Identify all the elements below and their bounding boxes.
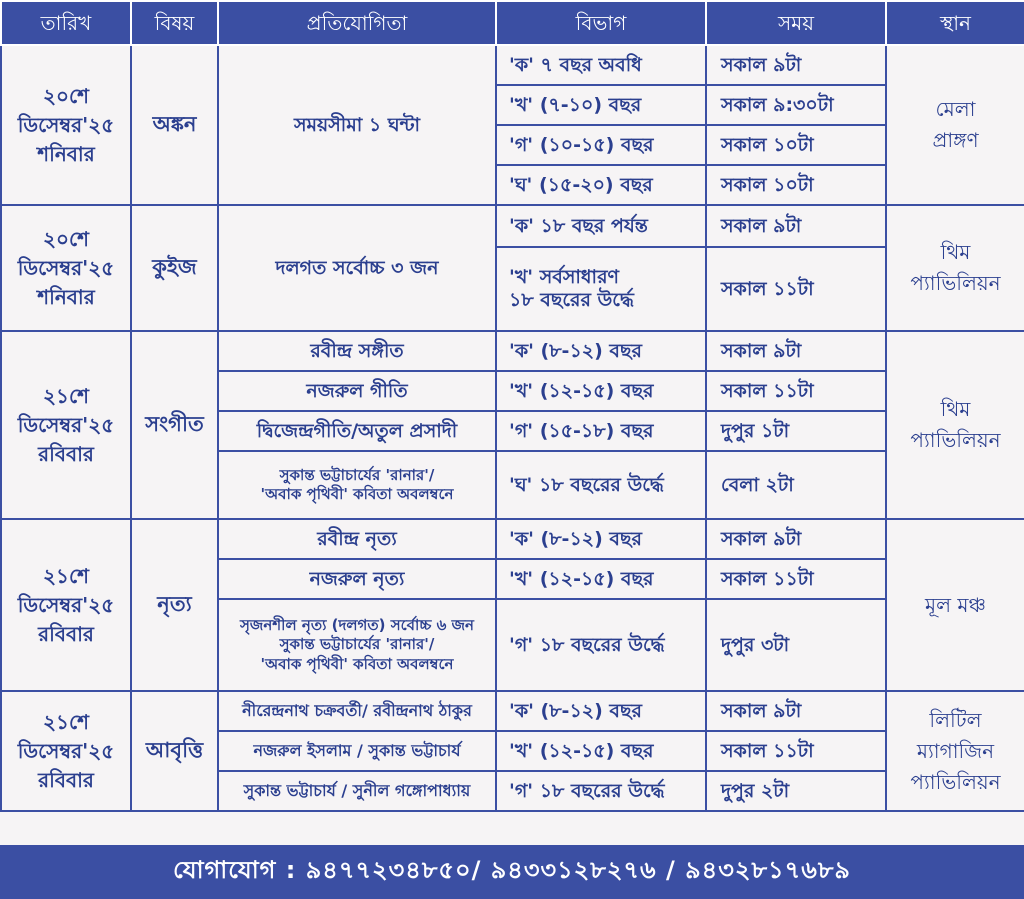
header-competition: প্রতিযোগিতা <box>218 1 496 45</box>
venue-line: মূল মঞ্চ <box>925 592 986 617</box>
competition-cell: দ্বিজেন্দ্রগীতি/অতুল প্রসাদী <box>218 411 496 451</box>
venue-line: থিম <box>940 240 971 264</box>
venue-line: প্যাভিলিয়ন <box>910 769 1001 794</box>
date-cell <box>1 45 131 205</box>
competition-cell: সুকান্ত ভট্টাচার্য / সুনীল গঙ্গোপাধ্যায় <box>218 771 496 811</box>
date-weekday: শনিবার <box>37 284 95 309</box>
header-row <box>1 1 1024 45</box>
contact-footer: যোগাযোগ : ৯৪৭৭২৩৪৮৫০/ ৯৪৩৩১২৮২৭৬ / ৯৪৩২৮১৭৬৮৯ <box>0 845 1024 899</box>
competition-line: সুকান্ত ভট্টাচার্যের 'রানার'/ <box>279 635 435 654</box>
venue-cell <box>886 205 1024 331</box>
header-venue: স্থান <box>886 1 1024 45</box>
division-cell: 'গ' ১৮ বছরের উর্দ্ধে <box>496 771 706 811</box>
date-weekday: রবিবার <box>38 621 94 646</box>
venue-line: প্যাভিলিয়ন <box>910 271 1001 295</box>
competition-cell: রবীন্দ্র সঙ্গীত <box>218 331 496 371</box>
competition-cell: নজরুল গীতি <box>218 371 496 411</box>
competition-cell: নীরেন্দ্রনাথ চক্রবর্তী/ রবীন্দ্রনাথ ঠাকুর <box>218 691 496 731</box>
division-cell: 'খ' (১২-১৫) বছর <box>496 731 706 771</box>
date-day: ২০শে <box>43 83 89 108</box>
competition-cell: রবীন্দ্র নৃত্য <box>218 519 496 559</box>
venue-line: থিম <box>940 397 971 421</box>
venue-line: প্যাভিলিয়ন <box>910 428 1001 452</box>
division-cell: 'ক' ১৮ বছর পর্যন্ত <box>496 205 706 247</box>
competition-cell: সময়সীমা ১ ঘন্টা <box>218 45 496 205</box>
venue-line: ম্যাগাজিন <box>916 738 995 763</box>
division-cell: 'ক' (৮-১২) বছর <box>496 331 706 371</box>
venue-cell <box>886 45 1024 205</box>
time-cell: সকাল ১১টা <box>706 371 886 411</box>
table-row <box>1 519 1024 559</box>
competition-line: 'অবাক পৃথিবী' কবিতা অবলম্বনে <box>260 485 454 503</box>
date-weekday: রবিবার <box>38 441 94 466</box>
table-row <box>1 691 1024 731</box>
venue-line: প্রাঙ্গণ <box>932 128 979 152</box>
table-row <box>1 45 1024 85</box>
header-time: সময় <box>706 1 886 45</box>
time-cell: দুপুর ১টা <box>706 411 886 451</box>
time-cell: বেলা ২টা <box>706 451 886 519</box>
date-day: ২১শে <box>43 383 89 408</box>
time-cell: সকাল ৯টা <box>706 691 886 731</box>
division-cell: 'গ' (১৫-১৮) বছর <box>496 411 706 451</box>
date-month: ডিসেম্বর'২৫ <box>17 255 115 280</box>
table-row <box>1 331 1024 371</box>
subject-cell: সংগীত <box>131 331 218 519</box>
division-cell: 'খ' (১২-১৫) বছর <box>496 371 706 411</box>
division-cell: 'ক' ৭ বছর অবধি <box>496 45 706 85</box>
division-cell: 'ঘ' ১৮ বছরের উর্দ্ধে <box>496 451 706 519</box>
time-cell: সকাল ৯টা <box>706 519 886 559</box>
competition-line: সুকান্ত ভট্টাচার্যের 'রানার'/ <box>279 465 435 484</box>
date-day: ২০শে <box>43 226 89 251</box>
date-day: ২১শে <box>43 563 89 588</box>
date-month: ডিসেম্বর'২৫ <box>17 112 115 137</box>
header-subject: বিষয় <box>131 1 218 45</box>
division-cell: 'খ' (১২-১৫) বছর <box>496 559 706 599</box>
time-cell: সকাল ১১টা <box>706 731 886 771</box>
date-cell <box>1 519 131 691</box>
time-cell: সকাল ৯টা <box>706 205 886 247</box>
division-line: 'খ' সর্বসাধারণ <box>509 266 620 289</box>
time-cell: সকাল ৯টা <box>706 45 886 85</box>
subject-cell: অঙ্কন <box>131 45 218 205</box>
subject-cell: নৃত্য <box>131 519 218 691</box>
venue-line: মেলা <box>935 97 976 121</box>
subject-cell: আবৃত্তি <box>131 691 218 811</box>
division-cell: 'ঘ' (১৫-২০) বছর <box>496 165 706 205</box>
date-cell <box>1 691 131 811</box>
venue-cell <box>886 691 1024 811</box>
competition-line: সৃজনশীল নৃত্য (দলগত) সর্বোচ্চ ৬ জন <box>240 615 474 634</box>
date-cell <box>1 331 131 519</box>
division-cell: 'গ' ১৮ বছরের উর্দ্ধে <box>496 599 706 691</box>
competition-cell: নজরুল নৃত্য <box>218 559 496 599</box>
division-cell <box>496 247 706 331</box>
date-day: ২১শে <box>43 709 89 734</box>
date-weekday: শনিবার <box>37 141 95 166</box>
header-division: বিভাগ <box>496 1 706 45</box>
date-month: ডিসেম্বর'২৫ <box>17 412 115 437</box>
division-line: ১৮ বছরের উর্দ্ধে <box>509 289 634 311</box>
time-cell: সকাল ৯:৩০টা <box>706 85 886 125</box>
time-cell: সকাল ১১টা <box>706 247 886 331</box>
competition-cell: দলগত সর্বোচ্চ ৩ জন <box>218 205 496 331</box>
table-row <box>1 205 1024 247</box>
time-cell: সকাল ১০টা <box>706 165 886 205</box>
time-cell: সকাল ৯টা <box>706 331 886 371</box>
subject-cell: কুইজ <box>131 205 218 331</box>
competition-line: 'অবাক পৃথিবী' কবিতা অবলম্বনে <box>260 654 454 673</box>
division-cell: 'খ' (৭-১০) বছর <box>496 85 706 125</box>
date-cell <box>1 205 131 331</box>
time-cell: দুপুর ৩টা <box>706 599 886 691</box>
date-month: ডিসেম্বর'২৫ <box>17 592 115 617</box>
time-cell: দুপুর ২টা <box>706 771 886 811</box>
venue-cell <box>886 331 1024 519</box>
date-month: ডিসেম্বর'২৫ <box>17 738 115 763</box>
competition-cell <box>218 599 496 691</box>
division-cell: 'ক' (৮-১২) বছর <box>496 691 706 731</box>
venue-cell <box>886 519 1024 691</box>
competition-cell: নজরুল ইসলাম / সুকান্ত ভট্টাচার্য <box>218 731 496 771</box>
time-cell: সকাল ১১টা <box>706 559 886 599</box>
venue-line: লিটিল <box>929 707 982 732</box>
time-cell: সকাল ১০টা <box>706 125 886 165</box>
competition-cell <box>218 451 496 519</box>
header-date: তারিখ <box>1 1 131 45</box>
division-cell: 'গ' (১০-১৫) বছর <box>496 125 706 165</box>
date-weekday: রবিবার <box>38 767 94 792</box>
division-cell: 'ক' (৮-১২) বছর <box>496 519 706 559</box>
